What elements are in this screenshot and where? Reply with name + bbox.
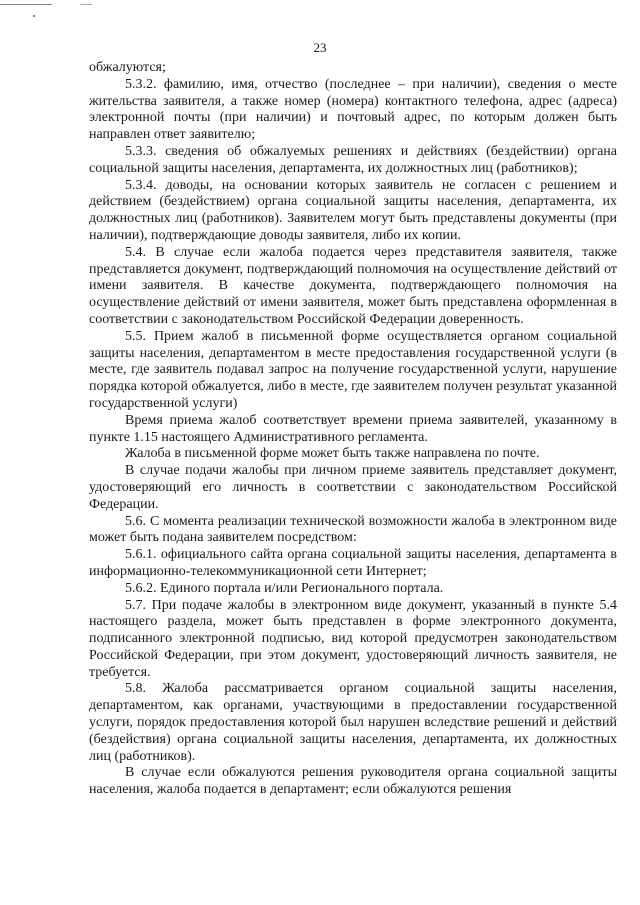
paragraph: 5.3.4. доводы, на основании которых заявитель не согласен с решением и действием (бездействием) органа социальной защиты населения, департамента, их должностных лиц (работников). Заявителем могут быть представлены документы (при наличии), подтверждающие доводы заявителя, либо их копии. bbox=[89, 177, 617, 243]
scan-edge-line bbox=[80, 4, 92, 5]
paragraph: В случае если обжалуются решения руководителя органа социальной защиты населения, жалоба подается в департамент; если обжалуются решения bbox=[89, 765, 617, 798]
paragraph: 5.7. При подаче жалобы в электронном виде документ, указанный в пункте 5.4 настоящего раздела, может быть представлен в форме электронного документа, подписанного электронной подписью, вид которой предусмотрен законодательством Российской Федерации, при этом документ, удостоверяющий личность заявителя, не требуется. bbox=[89, 597, 617, 680]
page-number: 23 bbox=[313, 40, 327, 55]
document-body bbox=[89, 60, 617, 799]
scan-speck bbox=[33, 15, 35, 17]
scan-edge-line bbox=[0, 4, 52, 5]
paragraph: 5.4. В случае если жалоба подается через представителя заявителя, также представляется документ, подтверждающий полномочия на осуществление действий от имени заявителя. В качестве документа, подтверждающего полномочия на осуществление действий от имени заявителя, может быть представлена оформленная в соответствии с законодательством Российской Федерации доверенность. bbox=[89, 244, 617, 327]
paragraph: 5.5. Прием жалоб в письменной форме осуществляется органом социальной защиты населения, департаментом в месте предоставления государственной услуги (в месте, где заявитель подавал запрос на получение государственной услуги, нарушение порядка которой обжалуется, либо в месте, где заявителем получен результат указанной государственной услуги) bbox=[89, 328, 617, 411]
paragraph: В случае подачи жалобы при личном приеме заявитель представляет документ, удостоверяющий его личность в соответствии с законодательством Российской Федерации. bbox=[89, 463, 617, 512]
paragraph: Жалоба в письменной форме может быть также направлена по почте. bbox=[125, 446, 540, 462]
paragraph: 5.3.2. фамилию, имя, отчество (последнее – при наличии), сведения о месте жительства заявителя, а также номер (номера) контактного телефона, адрес (адреса) электронной почты (при наличии) и почтовый адрес, по которым должен быть направлен ответ заявителю; bbox=[89, 76, 617, 143]
paragraph: 5.8. Жалоба рассматривается органом социальной защиты населения, департаментом, как органами, участвующими в предоставлении государственной услуги, порядок предоставления которой был нарушен вследствие решений и действий (бездействия) органа социальной защиты населения, департамента, их должностных лиц (работников). bbox=[89, 681, 617, 764]
paragraph: 5.6.1. официального сайта органа социальной защиты населения, департамента в информационно-телекоммуникационной сети Интернет; bbox=[89, 547, 617, 579]
paragraph: 5.3.3. сведения об обжалуемых решениях и действиях (бездействии) органа социальной защиты населения, департамента, их должностных лиц (работников); bbox=[89, 143, 617, 176]
paragraph: 5.6. С момента реализации технической возможности жалоба в электронном виде может быть подана заявителем посредством: bbox=[89, 513, 617, 546]
paragraph: 5.6.2. Единого портала и/или Регионального портала. bbox=[125, 580, 444, 596]
paragraph: Время приема жалоб соответствует времени приема заявителей, указанному в пункте 1.15 настоящего Административного регламента. bbox=[89, 412, 617, 445]
paragraph: обжалуются; bbox=[89, 60, 166, 75]
